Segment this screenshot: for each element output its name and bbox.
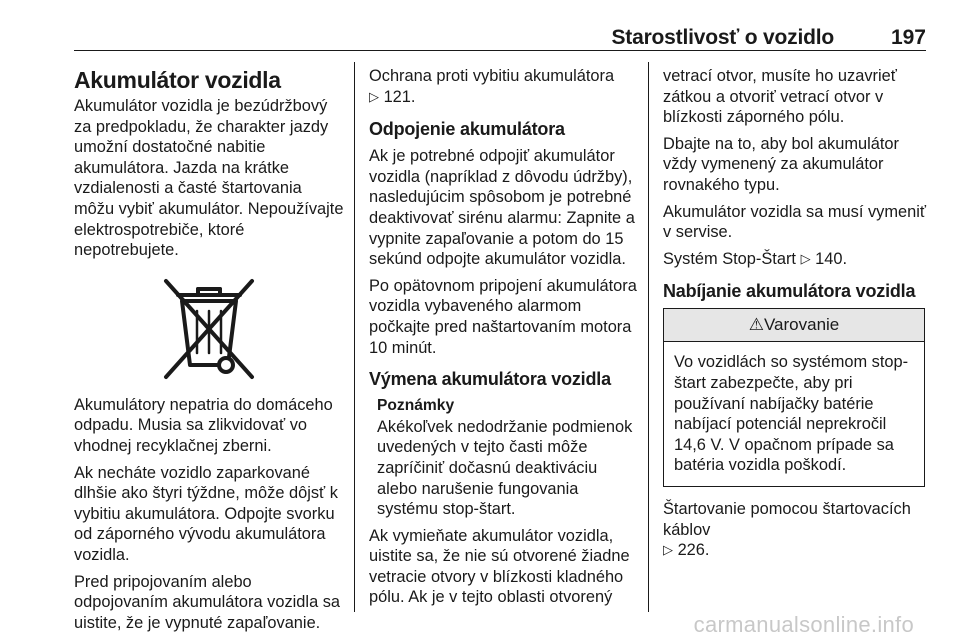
paragraph: Akumulátor vozidla sa musí vymeniť v servise. <box>663 202 927 242</box>
page-number: 197 <box>890 26 926 49</box>
heading-battery: Akumulátor vozidla <box>74 67 281 93</box>
warning-label: Varovanie <box>763 315 840 335</box>
column-divider <box>354 62 355 612</box>
column-divider <box>648 62 649 612</box>
column-3 <box>663 54 931 568</box>
warning-header <box>664 309 924 342</box>
note-title: Poznámky <box>377 397 455 415</box>
warning-text: Vo vozidlách so systémom stop-štart zabezpečte, aby pri používaní nabíjačky batérie nabíjací potenciál neprekročil 14,6 V. V opačnom prípade sa batéria vozidla poškodí. <box>674 353 909 475</box>
paragraph: Akumulátor vozidla je bezúdržbový za predpokladu, že charakter jazdy umožní dostatočné nabitie akumulátora. Jazda na krátke vzdialenosti a časté štartovania môžu vybiť akumulátor. Nepoužívajte elektrospotrebiče, ktoré nepotrebujete. <box>74 97 344 260</box>
crossed-out-wheeled-bin-icon <box>74 273 344 381</box>
paragraph-with-reference <box>369 66 641 108</box>
triangle-right-icon: ▷ <box>369 88 379 104</box>
paragraph: Ak je potrebné odpojiť akumulátor vozidla (napríklad z dôvodu údržby), nasledujúcim spôsobom je potrebné deaktivovať sirénu alarmu: Zapnite a vypnite zapaľovanie a potom do 15 sekúnd odpojte akumulátor vozidla. <box>369 147 635 269</box>
warning-triangle-icon: ⚠ <box>748 315 764 335</box>
warning-box <box>663 308 925 487</box>
ref-text: Systém Stop-Štart <box>663 249 796 268</box>
page-reference[interactable]: 121. <box>383 87 416 106</box>
paragraph: Ak vymieňate akumulátor vozidla, uistite sa, že nie sú otvorené žiadne vetracie otvory v blízkosti kladného pólu. Ak je v tejto oblasti otvorený <box>369 526 630 607</box>
page-header <box>74 24 926 51</box>
heading-charging: Nabíjanie akumulátora vozidla <box>663 281 916 302</box>
heading-disconnect: Odpojenie akumulátora <box>369 119 565 140</box>
column-2 <box>369 54 641 614</box>
page-reference[interactable]: 140. <box>815 249 848 268</box>
paragraph: Ak necháte vozidlo zaparkované dlhšie ako štyri týždne, môže dôjsť k vybitiu akumulátora. Odpojte svorku od záporného vývodu akumulátora vozidla. <box>74 463 338 564</box>
watermark: carmanualsonline.info <box>693 612 914 637</box>
paragraph: vetrací otvor, musíte ho uzavrieť zátkou a otvoriť vetrací otvor v blízkosti záporného pólu. <box>663 67 897 127</box>
paragraph: Dbajte na to, aby bol akumulátor vždy vymenený za akumulátor rovnakého typu. <box>663 134 899 194</box>
triangle-right-icon: ▷ <box>800 250 811 266</box>
note-text: Akékoľvek nedodržanie podmienok uvedených v tejto časti môže zapríčiniť dočasnú deaktiváciu alebo narušenie fungovania systému stop-štart. <box>377 417 633 519</box>
ref-text: Ochrana proti vybitiu akumulátora <box>369 67 615 85</box>
triangle-right-icon: ▷ <box>663 542 673 558</box>
column-1 <box>74 54 344 639</box>
heading-replace: Výmena akumulátora vozidla <box>369 369 611 390</box>
page-reference[interactable]: 226. <box>677 541 710 560</box>
paragraph: Po opätovnom pripojení akumulátora vozidla vybaveného alarmom počkajte pred naštartovaním motora 10 minút. <box>369 276 637 357</box>
section-title: Starostlivosť o vozidlo <box>611 26 834 49</box>
paragraph-with-reference <box>663 499 931 562</box>
note-box <box>369 396 641 520</box>
ref-text: Štartovanie pomocou štartovacích káblov <box>663 499 911 539</box>
paragraph-with-reference <box>663 249 931 271</box>
paragraph: Pred pripojovaním alebo odpojovaním akumulátora vozidla sa uistite, že je vypnuté zapaľovanie. <box>74 572 341 632</box>
paragraph: Akumulátory nepatria do domáceho odpadu. Musia sa zlikvidovať vo vhodnej recyklačnej zberni. <box>74 395 333 455</box>
